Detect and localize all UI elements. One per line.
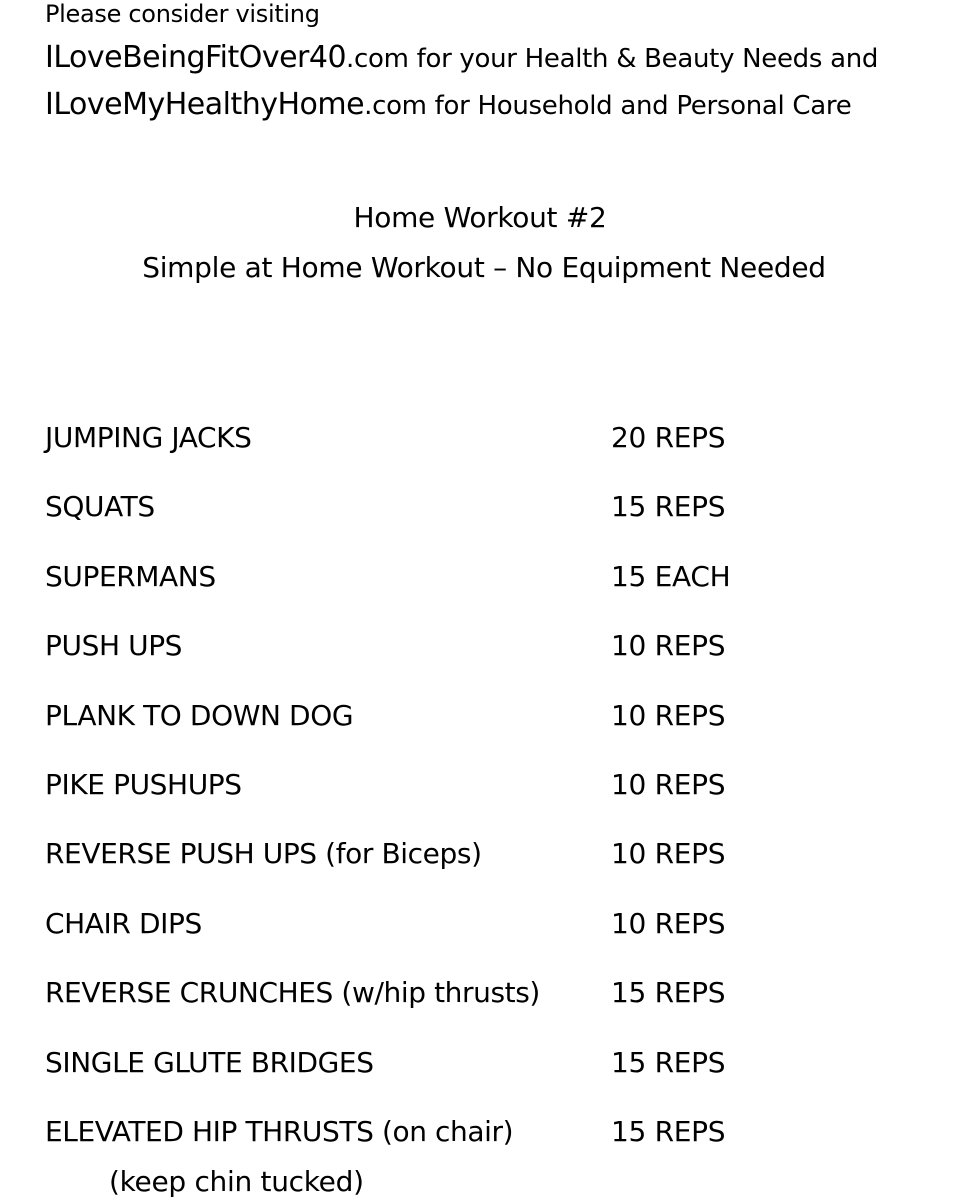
exercise-row [0,1046,960,1086]
exercise-row [0,976,960,1016]
exercise-name: PIKE PUSHUPS [45,768,242,801]
exercise-name: REVERSE CRUNCHES (w/hip thrusts) [45,976,540,1009]
exercise-name: SINGLE GLUTE BRIDGES [45,1046,374,1079]
exercise-row [0,1115,960,1198]
exercise-amount: 10 REPS [611,837,726,870]
exercise-row [0,907,960,947]
exercise-amount: 15 REPS [611,490,726,523]
exercise-row [0,490,960,530]
promo-site-1-text: .com for your Health & Beauty Needs and [346,44,879,74]
exercise-name: SUPERMANS [45,560,216,593]
exercise-name: ELEVATED HIP THRUSTS (on chair) [45,1115,514,1148]
exercise-name: JUMPING JACKS [45,421,252,454]
exercise-amount: 10 REPS [611,629,726,662]
exercise-amount: 15 EACH [611,560,731,593]
promo-intro: Please consider visiting [45,0,320,28]
exercise-name: PLANK TO DOWN DOG [45,699,354,732]
exercise-amount: 15 REPS [611,1046,726,1079]
exercise-row [0,768,960,808]
workout-subtitle: Simple at Home Workout – No Equipment Needed [142,251,826,284]
exercise-name: PUSH UPS [45,629,183,662]
exercise-row [0,699,960,739]
exercise-name: REVERSE PUSH UPS (for Biceps) [45,837,482,870]
site-name-fit-over-40[interactable]: ILoveBeingFitOver40 [45,40,347,75]
exercise-amount: 15 REPS [611,976,726,1009]
exercise-name: SQUATS [45,490,155,523]
exercise-row [0,837,960,877]
workout-title: Home Workout #2 [353,201,607,234]
site-name-healthy-home[interactable]: ILoveMyHealthyHome [45,87,365,122]
promo-site-2-text: .com for Household and Personal Care [364,91,852,121]
exercise-name: CHAIR DIPS [45,907,202,940]
exercise-note: (keep chin tucked) [109,1165,364,1198]
exercise-amount: 20 REPS [611,421,726,454]
exercise-row [0,560,960,600]
exercise-amount: 10 REPS [611,768,726,801]
exercise-row [0,629,960,669]
exercise-amount: 10 REPS [611,907,726,940]
exercise-amount: 10 REPS [611,699,726,732]
exercise-row [0,421,960,461]
exercise-amount: 15 REPS [611,1115,726,1148]
